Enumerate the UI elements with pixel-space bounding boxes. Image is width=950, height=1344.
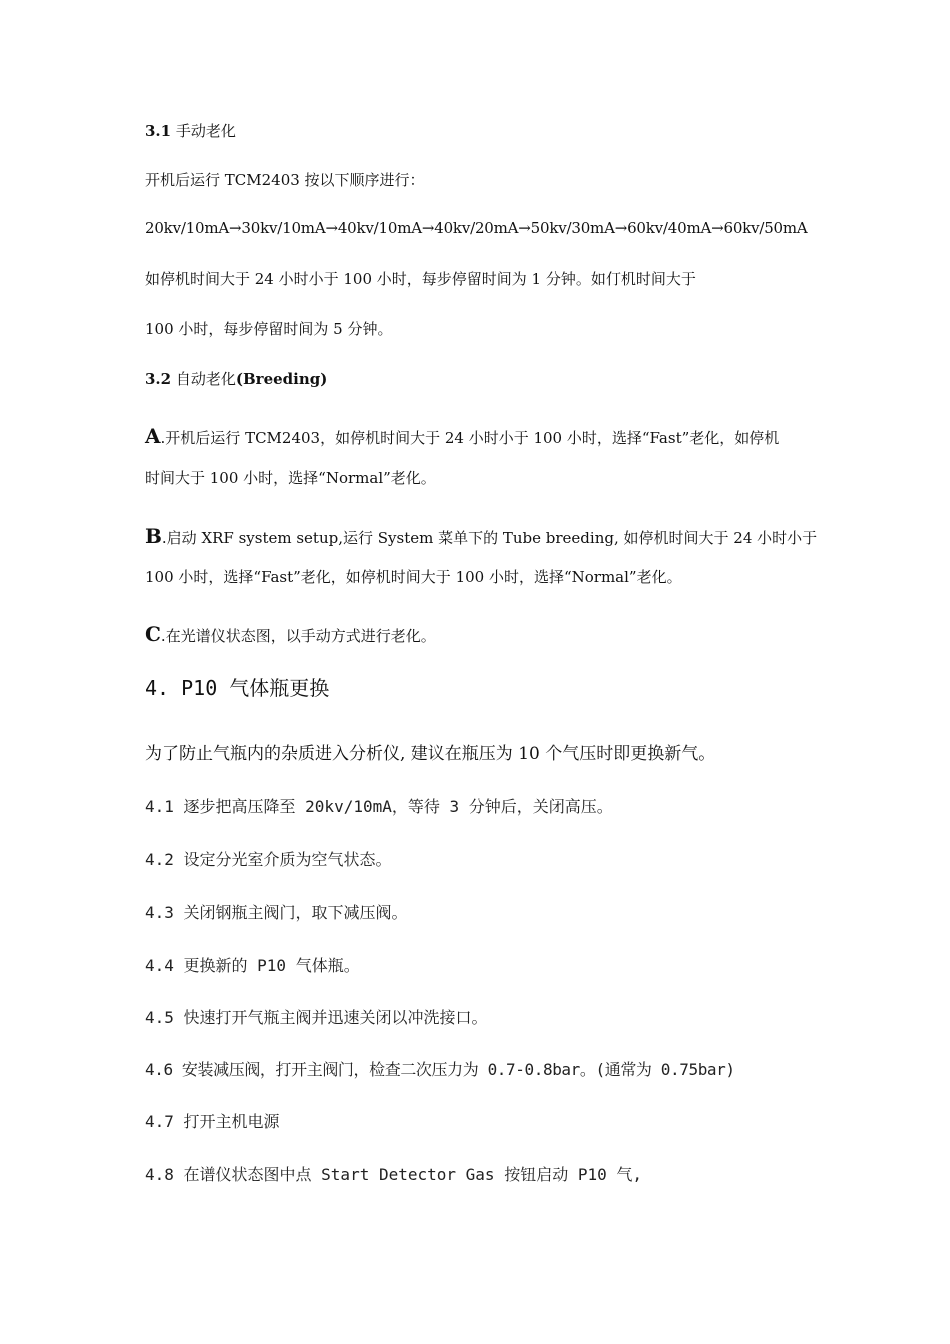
paragraph-line: 100 小时，每步停留时间为 5 分钟。: [145, 320, 393, 338]
item-letter: B: [145, 524, 162, 548]
paragraph-line: 如停机时间大于 24 小时小于 100 小时，每步停留时间为 1 分钟。如仃机时间大于: [145, 270, 696, 288]
section-3-1-heading: [145, 120, 236, 141]
item-a-line-2: 时间大于 100 小时，选择“Normal”老化。: [145, 469, 436, 487]
item-text: .开机后运行 TCM2403，如停机时间大于 24 小时小于 100 小时，选择“Fast”老化，如停机: [160, 429, 780, 447]
item-b-line-1: [145, 524, 817, 548]
voltage-sequence: 20kv/10mA→30kv/10mA→40kv/10mA→40kv/20mA→50kv/30mA→60kv/40mA→60kv/50mA: [145, 219, 808, 237]
item-b-line-2: 100 小时，选择“Fast”老化，如停机时间大于 100 小时，选择“Normal”老化。: [145, 568, 682, 586]
step-4-7: 4.7 打开主机电源: [145, 1112, 280, 1131]
section-number: 3.1: [145, 122, 172, 140]
section-4-heading: 4. P10 气体瓶更换: [145, 676, 330, 700]
section-3-2-heading: [145, 368, 327, 389]
item-letter: C: [145, 622, 161, 646]
paragraph-intro: 开机后运行 TCM2403 按以下顺序进行：: [145, 171, 425, 189]
section-4-intro: 为了防止气瓶内的杂质进入分析仪, 建议在瓶压为 10 个气压时即更换新气。: [145, 744, 716, 764]
item-c-line-1: [145, 622, 436, 646]
step-4-3: 4.3 关闭钢瓶主阀门，取下减压阀。: [145, 903, 408, 922]
step-4-1: 4.1 逐步把高压降至 20kv/10mA，等待 3 分钟后，关闭高压。: [145, 797, 613, 816]
step-4-2: 4.2 设定分光室介质为空气状态。: [145, 850, 392, 869]
step-4-5: 4.5 快速打开气瓶主阀并迅速关闭以冲洗接口。: [145, 1008, 488, 1027]
section-title: 自动老化: [175, 370, 236, 388]
section-title-en: (Breeding): [235, 370, 328, 388]
step-4-8: 4.8 在谱仪状态图中点 Start Detector Gas 按钮启动 P10 气,: [145, 1165, 642, 1184]
item-text: .启动 XRF system setup,运行 System 菜单下的 Tube breeding, 如停机时间大于 24 小时小于: [161, 529, 818, 547]
step-4-6: 4.6 安装减压阀，打开主阀门，检查二次压力为 0.7-0.8bar。(通常为 0.75bar): [145, 1060, 735, 1079]
item-text: .在光谱仪状态图，以手动方式进行老化。: [160, 627, 436, 645]
step-4-4: 4.4 更换新的 P10 气体瓶。: [145, 956, 360, 975]
item-a-line-1: [145, 424, 779, 448]
section-number: 3.2: [145, 370, 172, 388]
item-letter: A: [145, 424, 161, 448]
section-title: 手动老化: [175, 122, 236, 140]
